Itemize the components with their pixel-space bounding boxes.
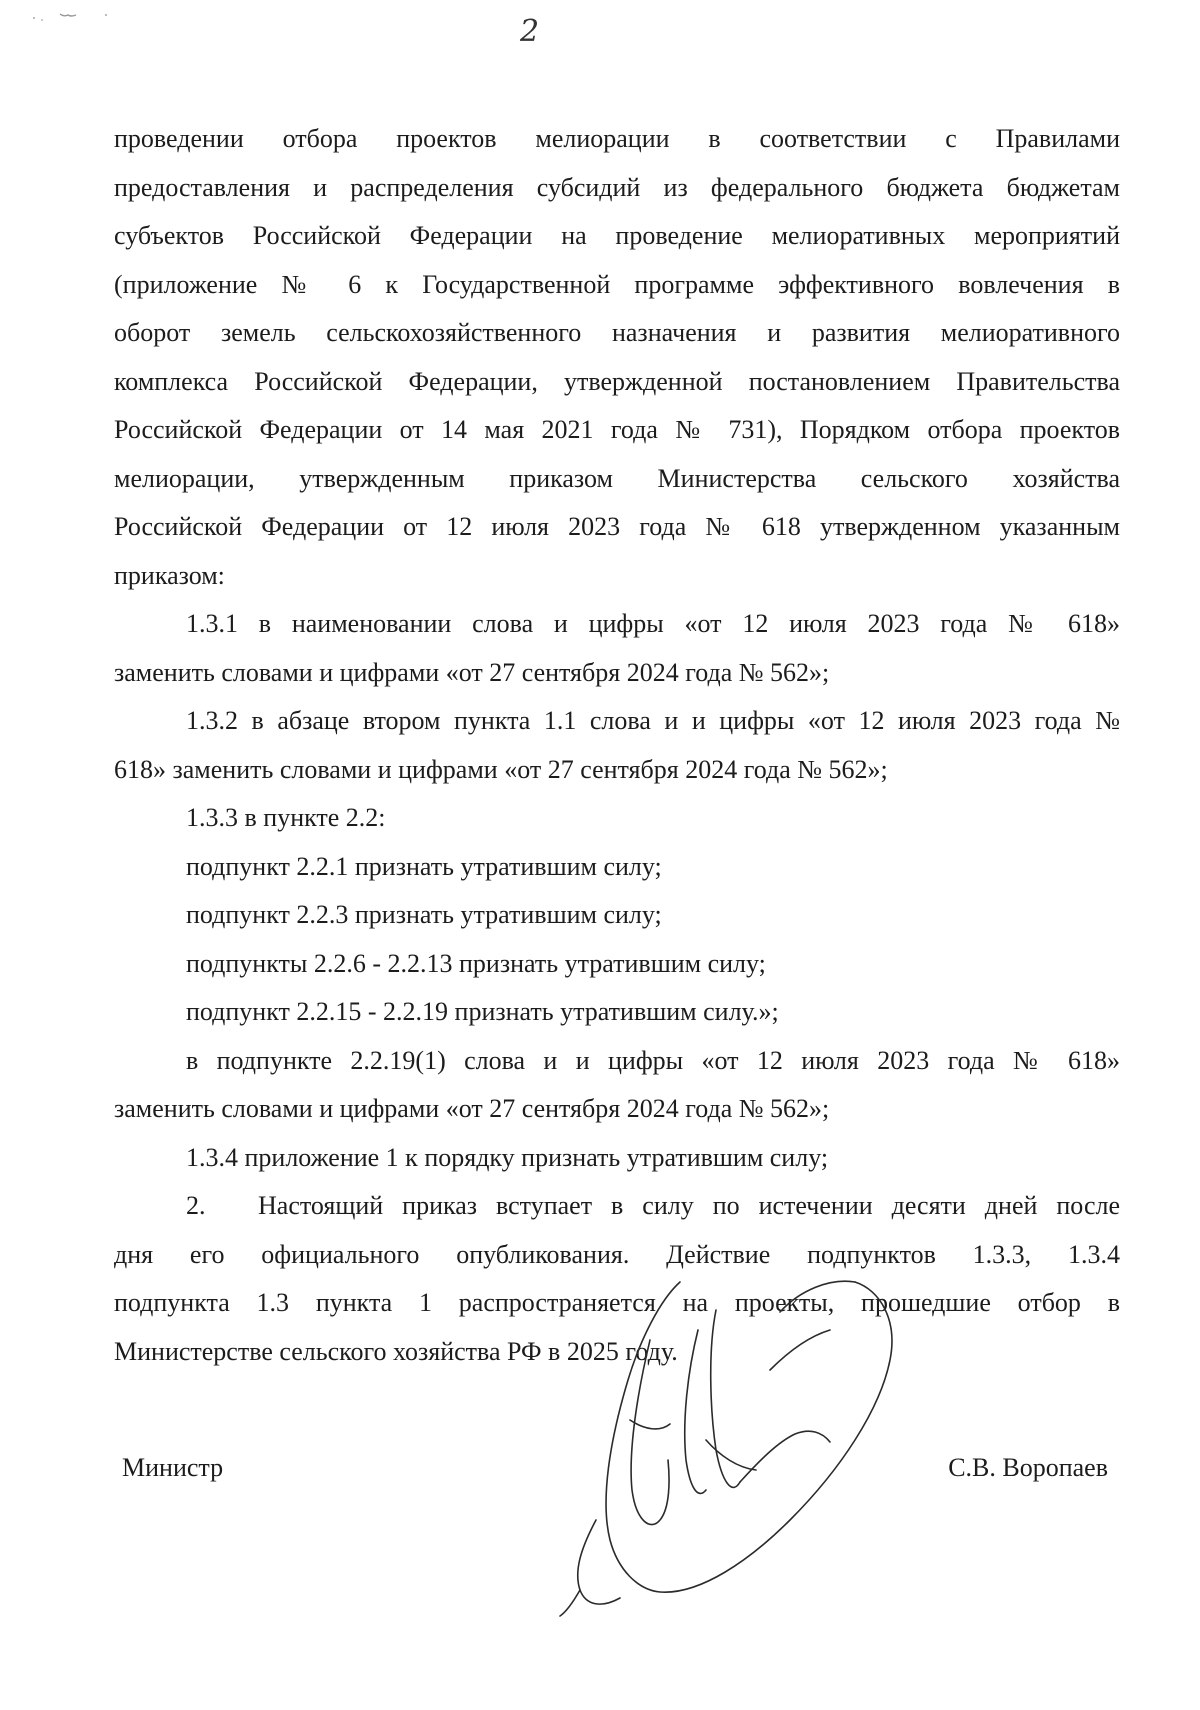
item-1-3-4: 1.3.4 приложение 1 к порядку признать утратившим силу; bbox=[186, 1142, 829, 1172]
document-body bbox=[114, 115, 1120, 1376]
item-1-3-3: 1.3.3 в пункте 2.2: bbox=[186, 803, 386, 832]
intro-line: (приложение № 6 к Государственной программе эффективного вовлечения в bbox=[114, 269, 1120, 299]
intro-line: Российской Федерации от 12 июля 2023 года № 618 утвержденном указанным bbox=[114, 512, 1120, 541]
subitem-2-2-19-1-line: в подпункте 2.2.19(1) слова и и цифры «от 12 июля 2023 года № 618» bbox=[186, 1045, 1120, 1075]
intro-line: комплекса Российской Федерации, утвержденной постановлением Правительства bbox=[114, 366, 1120, 396]
item-1-3-1-line: 1.3.1 в наименовании слова и цифры «от 12 июля 2023 года № 618» bbox=[186, 609, 1120, 638]
intro-line: проведении отбора проектов мелиорации в соответствии с Правилами bbox=[114, 124, 1120, 153]
scan-specks bbox=[30, 8, 120, 28]
handwritten-signature bbox=[510, 1220, 930, 1620]
intro-line: оборот земель сельскохозяйственного назначения и развития мелиоративного bbox=[114, 318, 1120, 347]
item-1-3-2-line: 1.3.2 в абзаце втором пункта 1.1 слова и и цифры «от 12 июля 2023 года № bbox=[186, 706, 1120, 735]
item-2-line: подпункта 1.3 пункта 1 распространяется на проекты, прошедшие отбор в bbox=[114, 1288, 1120, 1317]
intro-line: предоставления и распределения субсидий из федерального бюджета бюджетам bbox=[114, 172, 1120, 202]
subitem-2-2-15: подпункт 2.2.15 - 2.2.19 признать утратившим силу.»; bbox=[186, 997, 779, 1026]
item-2-line: Настоящий приказ вступает в силу по истечении десяти дней после bbox=[258, 1191, 1120, 1220]
item-1-3-2-line: 618» заменить словами и цифрами «от 27 сентября 2024 года № 562»; bbox=[114, 754, 888, 784]
signatory-name: С.В. Воропаев bbox=[948, 1453, 1108, 1482]
subitem-2-2-1: подпункт 2.2.1 признать утратившим силу; bbox=[186, 851, 662, 881]
item-1-3-1-line: заменить словами и цифрами «от 27 сентября 2024 года № 562»; bbox=[114, 657, 830, 687]
subitem-2-2-6: подпункты 2.2.6 - 2.2.13 признать утратившим силу; bbox=[186, 948, 766, 978]
page-number: 2 bbox=[520, 14, 540, 49]
intro-line: приказом: bbox=[114, 560, 225, 590]
signatory-title: Министр bbox=[122, 1453, 224, 1482]
item-2-line: Министерстве сельского хозяйства РФ в 2025 году. bbox=[114, 1336, 678, 1366]
intro-line: мелиорации, утвержденным приказом Министерства сельского хозяйства bbox=[114, 463, 1120, 493]
intro-line: субъектов Российской Федерации на проведение мелиоративных мероприятий bbox=[114, 221, 1120, 250]
subitem-2-2-3: подпункт 2.2.3 признать утратившим силу; bbox=[186, 900, 662, 929]
item-2-line: дня его официального опубликования. Действие подпунктов 1.3.3, 1.3.4 bbox=[114, 1239, 1120, 1269]
item-2-number: 2. bbox=[186, 1191, 206, 1220]
intro-line: Российской Федерации от 14 мая 2021 года № 731), Порядком отбора проектов bbox=[114, 415, 1120, 444]
subitem-2-2-19-1-line: заменить словами и цифрами «от 27 сентября 2024 года № 562»; bbox=[114, 1094, 830, 1123]
